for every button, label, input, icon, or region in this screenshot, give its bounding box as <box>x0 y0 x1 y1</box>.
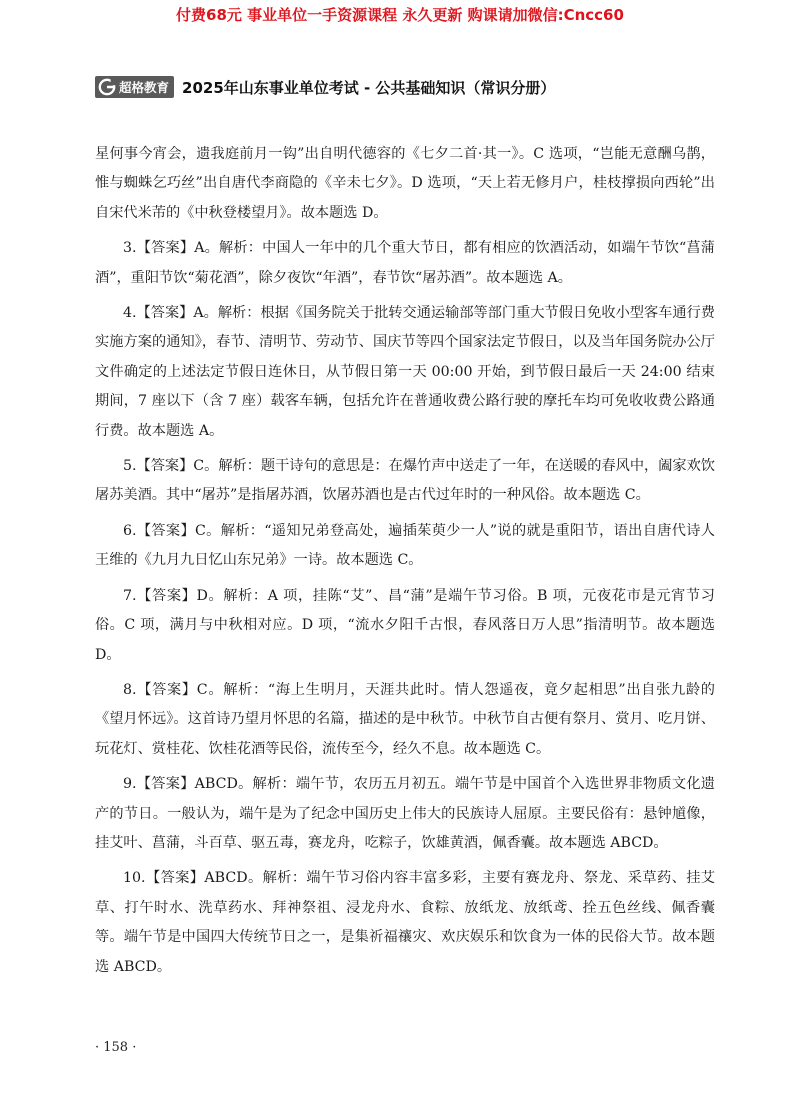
brand-logo <box>95 76 174 98</box>
answer-item-3: 3.【答案】A。解析：中国人一年中的几个重大节日，都有相应的饮酒活动，如端午节饮“菖蒲酒”，重阳节饮“菊花酒”，除夕夜饮“年酒”，春节饮“屠苏酒”。故本题选 A。 <box>95 240 715 286</box>
answer-item-8: 8.【答案】C。解析：“海上生明月，天涯共此时。情人怨遥夜，竟夕起相思”出自张九龄的《望月怀远》。这首诗乃望月怀思的名篇，描述的是中秋节。中秋节自古便有祭月、赏月、吃月饼、玩花灯、赏桂花、饮桂花酒等民俗，流传至今，经久不息。故本题选 C。 <box>95 681 715 757</box>
answer-item-9: 9.【答案】ABCD。解析：端午节，农历五月初五。端午节是中国首个入选世界非物质文化遗产的节日。一般认为，端午是为了纪念中国历史上伟大的民族诗人屈原。主要民俗有：悬钟馗像，挂艾叶、菖蒲，斗百草、驱五毒，赛龙舟，吃粽子，饮雄黄酒，佩香囊。故本题选 ABCD。 <box>95 776 715 851</box>
answer-item-7: 7.【答案】D。解析：A 项，挂陈“艾”、昌“蒲”是端午节习俗。B 项，元夜花市是元宵节习俗。C 项，满月与中秋相对应。D 项，“流水夕阳千古恨，春风落日万人思”指清明节。故本题选 D。 <box>95 587 715 663</box>
brand-g-icon <box>98 78 116 96</box>
promo-banner: 付费68元 事业单位一手资源课程 永久更新 购课请加微信:Cncc60 <box>176 6 624 24</box>
answer-item-4: 4.【答案】A。解析：根据《国务院关于批转交通运输部等部门重大节假日免收小型客车通行费实施方案的通知》，春节、清明节、劳动节、国庆节等四个国家法定节假日，以及当年国务院办公厅文件确定的上述法定节假日连休日，从节假日第一天 00:00 开始，到节假日最后一天 24:00 结束期间，7 座以下（含 7 座）载客车辆，包括允许在普通收费公路行驶的摩托车均可免收收费公路通行费。故本题选 A。 <box>95 305 715 439</box>
answer-item-5: 5.【答案】C。解析：题干诗句的意思是：在爆竹声中送走了一年，在送暖的春风中，阖家欢饮屠苏美酒。其中“屠苏”是指屠苏酒，饮屠苏酒也是古代过年时的一种风俗。故本题选 C。 <box>95 458 715 504</box>
answer-item-6: 6.【答案】C。解析：“遥知兄弟登高处，遍插茱萸少一人”说的就是重阳节，语出自唐代诗人王维的《九月九日忆山东兄弟》一诗。故本题选 C。 <box>95 522 715 569</box>
answer-item-10: 10.【答案】ABCD。解析：端午节习俗内容丰富多彩，主要有赛龙舟、祭龙、采草药、挂艾草、打午时水、洗草药水、拜神祭祖、浸龙舟水、食粽、放纸龙、放纸鸢、拴五色丝线、佩香囊等。端午节是中国四大传统节日之一，是集祈福禳灾、欢庆娱乐和饮食为一体的民俗大节。故本题选 ABCD。 <box>95 870 715 975</box>
paragraph-continued: 星何事今宵会，遗我庭前月一钩”出自明代德容的《七夕二首·其一》。C 选项，“岂能无意酬乌鹊，惟与蜘蛛乞巧丝”出自唐代李商隐的《辛未七夕》。D 选项，“天上若无修月户，桂枝撑损向西轮”出自宋代米芾的《中秋登楼望月》。故本题选 D。 <box>95 146 715 221</box>
answer-content <box>95 140 715 988</box>
document-title: 2025年山东事业单位考试 - 公共基础知识（常识分册） <box>182 78 556 97</box>
logo-text: 超格教育 <box>119 80 170 95</box>
page-header <box>95 72 715 102</box>
page-number: · 158 · <box>95 1040 137 1055</box>
